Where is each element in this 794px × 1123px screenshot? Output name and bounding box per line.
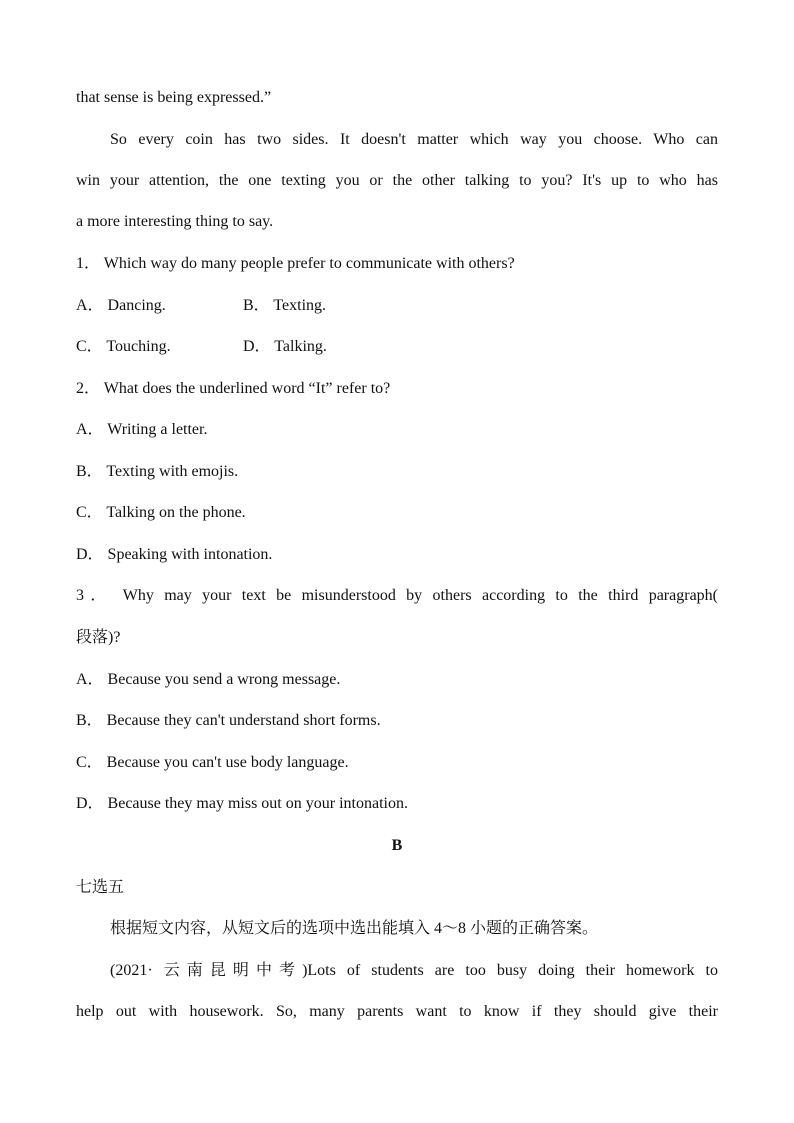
- question-1-stem: 1． Which way do many people prefer to communicate with others?: [76, 255, 515, 272]
- question-2-option-b: B． Texting with emojis.: [76, 463, 239, 480]
- question-2-stem: 2． What does the underlined word “It” refer to?: [76, 380, 391, 397]
- passage-line: So every coin has two sides. It doesn't matter which way you choose. Who can: [110, 131, 718, 148]
- question-1-options-row: [76, 337, 718, 357]
- question-1-option-d: D． Talking.: [243, 338, 327, 355]
- question-3-option-b: B． Because they can't understand short forms.: [76, 712, 381, 729]
- passage-b-line: help out with housework. So, many parents want to know if they should give their: [76, 1003, 718, 1020]
- question-3-option-d: D． Because they may miss out on your intonation.: [76, 795, 408, 812]
- question-2-option-a: A． Writing a letter.: [76, 421, 208, 438]
- question-2-option-c: C． Talking on the phone.: [76, 504, 246, 521]
- question-1-options-row: [76, 296, 718, 316]
- section-heading: B: [391, 837, 403, 854]
- passage-b-line: (2021· 云南昆明中考)Lots of students are too busy doing their homework to: [110, 962, 718, 979]
- section-type-label: 七选五: [76, 879, 125, 896]
- question-3-stem-continued: 段落)?: [76, 629, 121, 646]
- question-2-option-d: D． Speaking with intonation.: [76, 546, 273, 563]
- question-3-option-a: A． Because you send a wrong message.: [76, 671, 341, 688]
- question-3-option-c: C． Because you can't use body language.: [76, 754, 349, 771]
- passage-line: win your attention, the one texting you or the other talking to you? It's up to who has: [76, 172, 718, 189]
- question-1-option-c: C． Touching.: [76, 338, 171, 355]
- question-3-stem: 3． Why may your text be misunderstood by others according to the third paragraph(: [76, 587, 718, 604]
- passage-line: that sense is being expressed.”: [76, 89, 272, 106]
- question-1-option-a: A． Dancing.: [76, 297, 166, 314]
- passage-line: a more interesting thing to say.: [76, 213, 274, 230]
- section-instruction: 根据短文内容，从短文后的选项中选出能填入 4～8 小题的正确答案。: [110, 920, 599, 937]
- question-1-option-b: B． Texting.: [243, 297, 327, 314]
